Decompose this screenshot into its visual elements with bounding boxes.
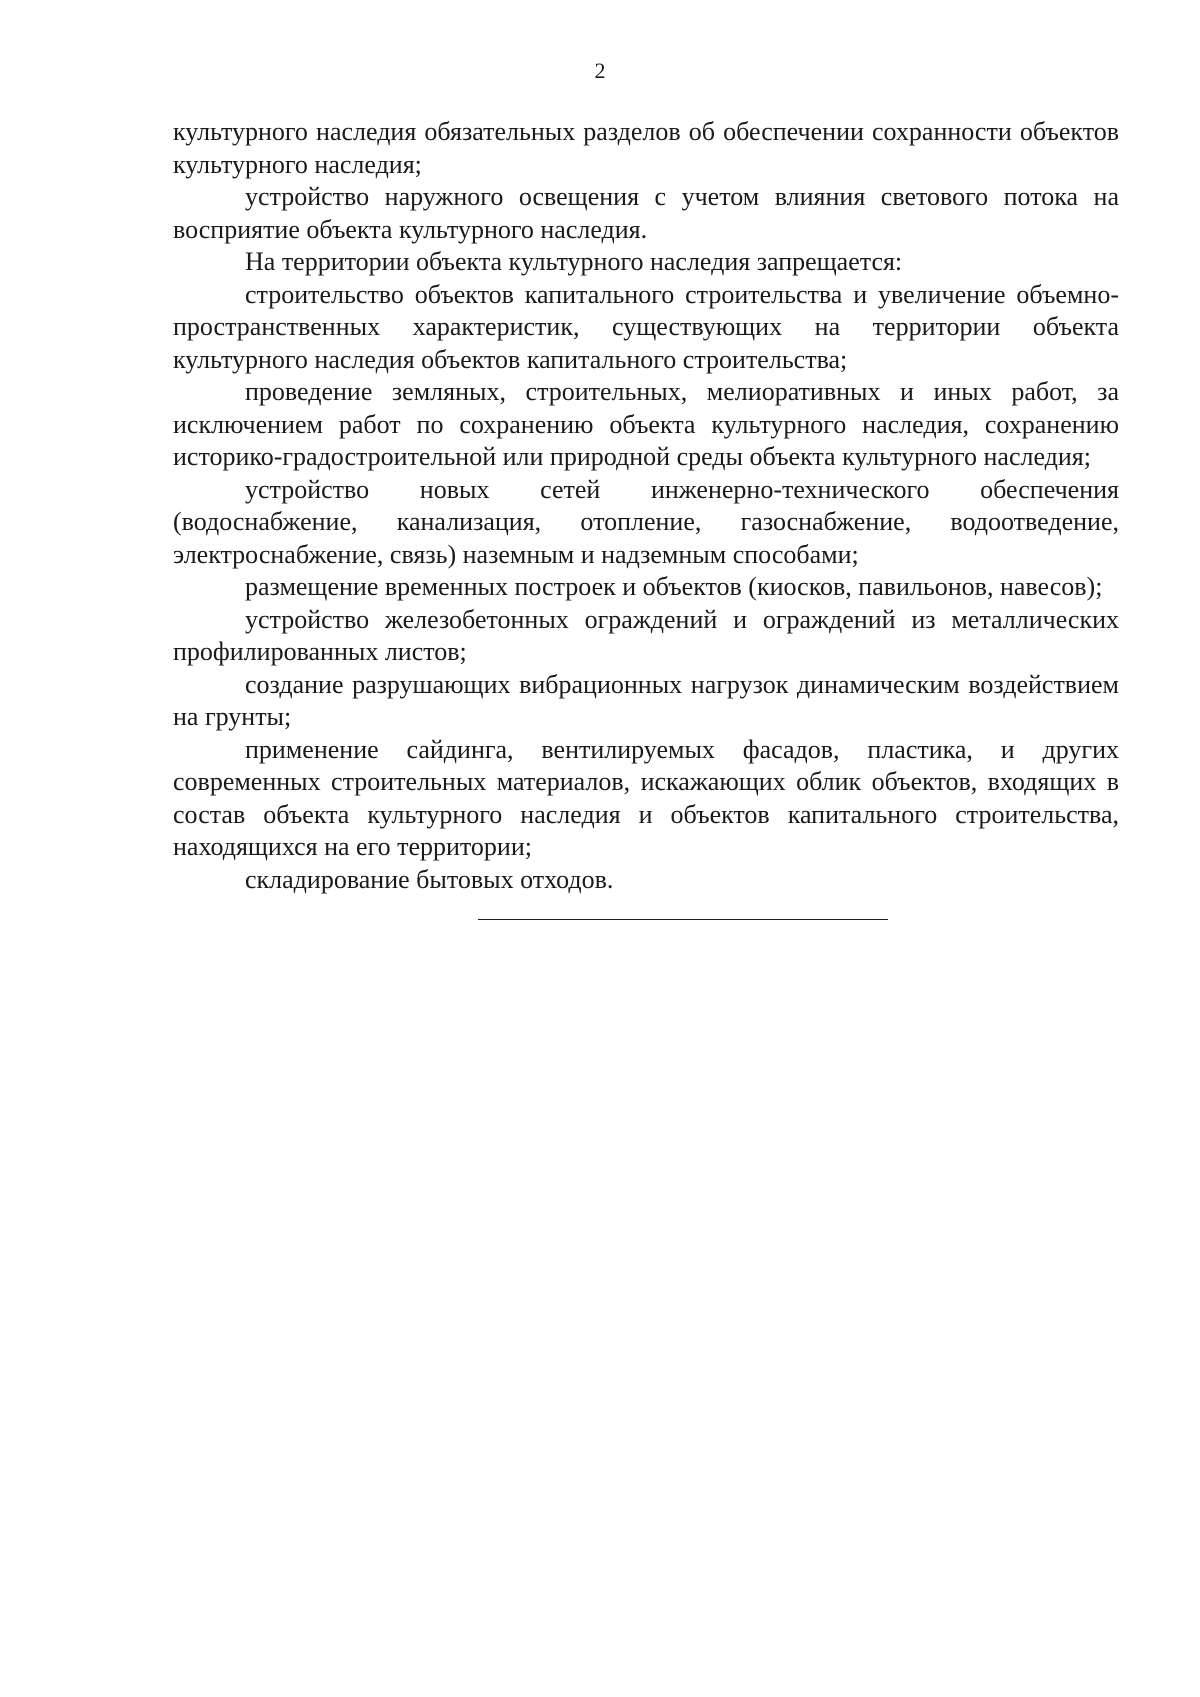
paragraph-7: размещение временных построек и объектов (киосков, павильонов, навесов); — [245, 572, 1103, 601]
paragraph-4: строительство объектов капитального строительства и увеличение объемно-пространственных характеристик, существующих на территории объекта культурного наследия объектов капитального строительства; — [173, 279, 1119, 374]
paragraph-11: складирование бытовых отходов. — [245, 864, 614, 894]
paragraph-1: культурного наследия обязательных разделов об обеспечении сохранности объектов культурного наследия; — [173, 117, 1119, 179]
paragraph-8: устройство железобетонных ограждений и ограждений из металлических профилированных листов; — [173, 604, 1119, 666]
page-number: 2 — [594, 58, 606, 83]
paragraph-9: создание разрушающих вибрационных нагрузок динамическим воздействием на грунты; — [173, 669, 1119, 731]
document-body — [173, 116, 1119, 920]
paragraph-2: устройство наружного освещения с учетом влияния светового потока на восприятие объекта культурного наследия. — [173, 182, 1119, 244]
paragraph-10: применение сайдинга, вентилируемых фасадов, пластика, и других современных строительных материалов, искажающих облик объектов, входящих в состав объекта культурного наследия и объектов капитального строительства, находящихся на его территории; — [173, 734, 1119, 861]
paragraph-6: устройство новых сетей инженерно-технического обеспечения (водоснабжение, канализация, отопление, газоснабжение, водоотведение, электроснабжение, связь) наземным и надземным способами; — [173, 474, 1119, 569]
paragraph-3: На территории объекта культурного наследия запрещается: — [245, 247, 903, 276]
end-of-text-rule — [478, 919, 888, 920]
paragraph-5: проведение земляных, строительных, мелиоративных и иных работ, за исключением работ по сохранению объекта культурного наследия, сохранению историко-градостроительной или природной среды объекта культурного наследия; — [173, 377, 1119, 471]
